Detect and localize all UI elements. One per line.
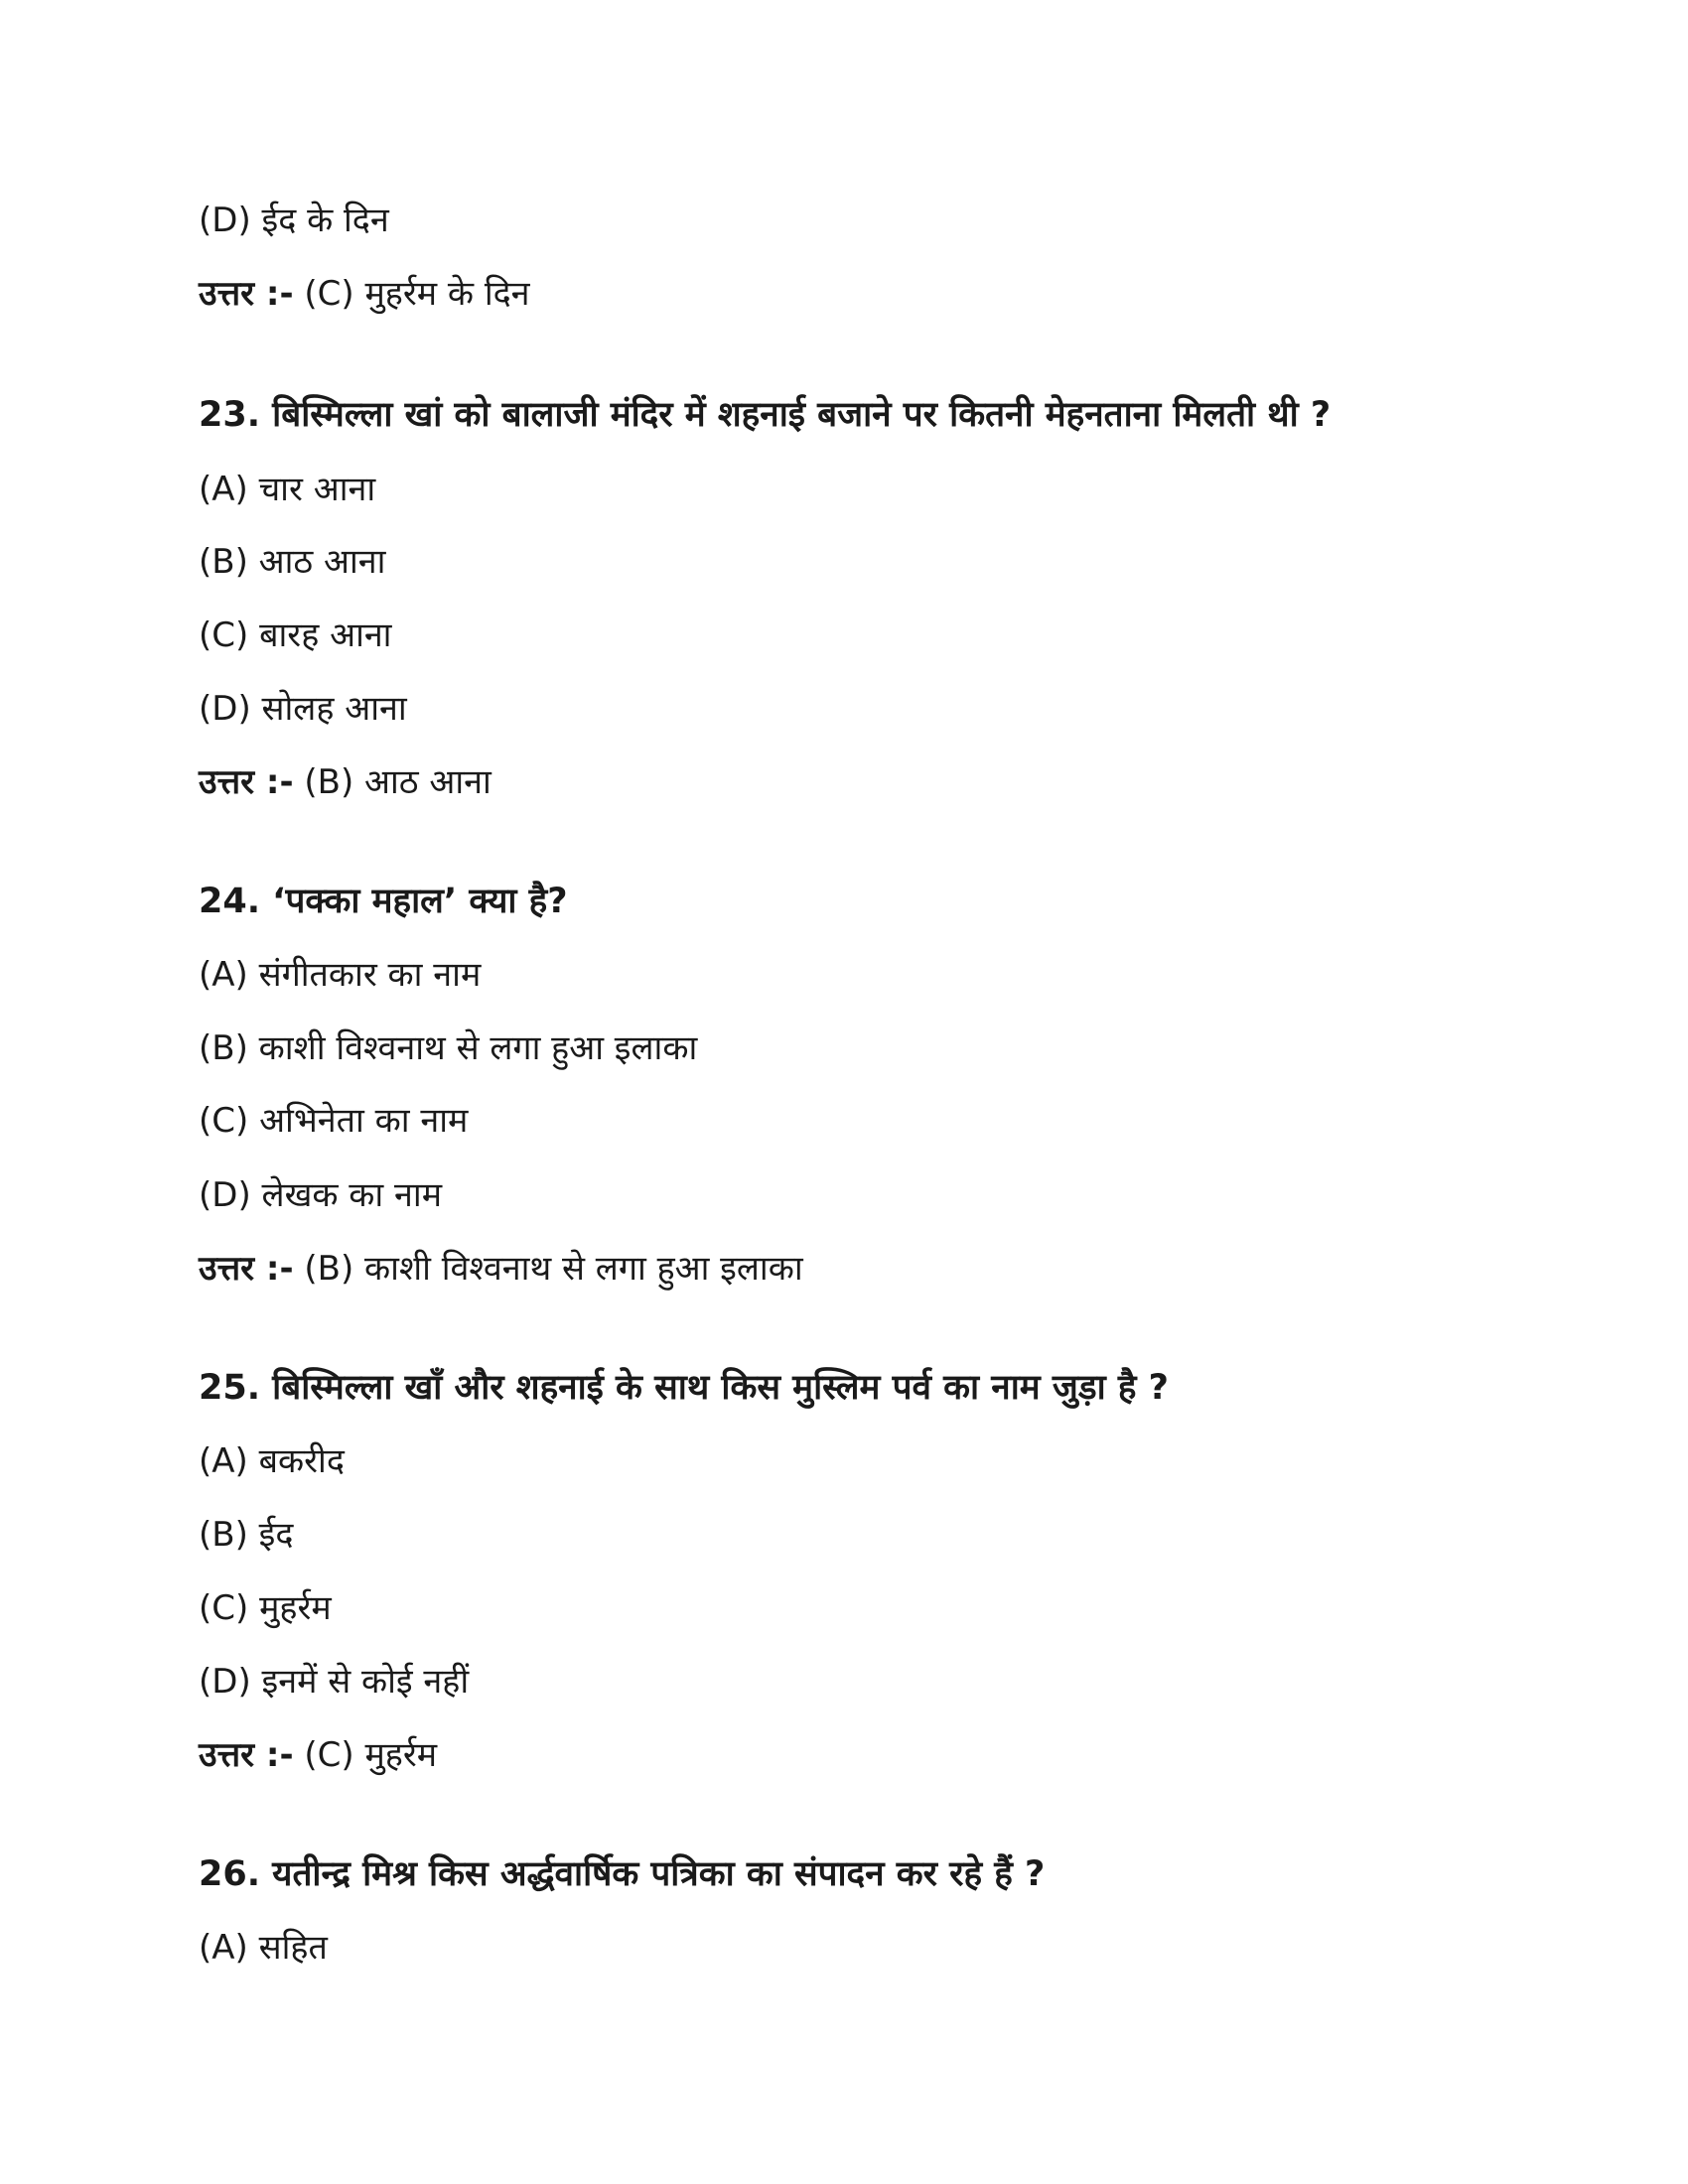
answer-label: उत्तर :- <box>199 1249 294 1289</box>
answer-line <box>199 270 530 318</box>
option-c: (C) बारह आना <box>199 615 392 655</box>
option-d: (D) सोलह आना <box>199 689 407 729</box>
option-d: (D) लेखक का नाम <box>199 1175 443 1215</box>
option-a: (A) सहित <box>199 1928 328 1968</box>
answer-text: (C) मुहर्रम <box>304 1735 438 1775</box>
option-b: (B) आठ आना <box>199 542 386 582</box>
answer-label: उत्तर :- <box>199 274 294 314</box>
option-c: (C) मुहर्रम <box>199 1588 332 1628</box>
option-d: (D) ईद के दिन <box>199 201 389 240</box>
answer-text: (C) मुहर्रम के दिन <box>304 274 530 314</box>
question-23: 23. बिस्मिल्ला खां को बालाजी मंदिर में शहनाई बजाने पर कितनी मेहनताना मिलती थी ? <box>199 395 1332 435</box>
option-c: (C) अभिनेता का नाम <box>199 1101 469 1141</box>
answer-label: उत्तर :- <box>199 762 294 802</box>
option-a: (A) संगीतकार का नाम <box>199 955 482 995</box>
question-24: 24. ‘पक्का महाल’ क्या है? <box>199 882 568 921</box>
option-b: (B) ईद <box>199 1515 294 1555</box>
option-d: (D) इनमें से कोई नहीं <box>199 1662 470 1702</box>
question-25: 25. बिस्मिल्ला खाँ और शहनाई के साथ किस मुस्लिम पर्व का नाम जुड़ा है ? <box>199 1368 1169 1408</box>
answer-line <box>199 1245 803 1293</box>
option-a: (A) बकरीद <box>199 1441 345 1481</box>
answer-label: उत्तर :- <box>199 1735 294 1775</box>
answer-text: (B) आठ आना <box>304 762 492 802</box>
answer-text: (B) काशी विश्वनाथ से लगा हुआ इलाका <box>304 1249 803 1289</box>
answer-line <box>199 1731 437 1779</box>
option-b: (B) काशी विश्वनाथ से लगा हुआ इलाका <box>199 1028 698 1068</box>
answer-line <box>199 758 492 806</box>
question-26: 26. यतीन्द्र मिश्र किस अर्द्धवार्षिक पत्रिका का संपादन कर रहे हैं ? <box>199 1854 1046 1894</box>
option-a: (A) चार आना <box>199 470 376 509</box>
